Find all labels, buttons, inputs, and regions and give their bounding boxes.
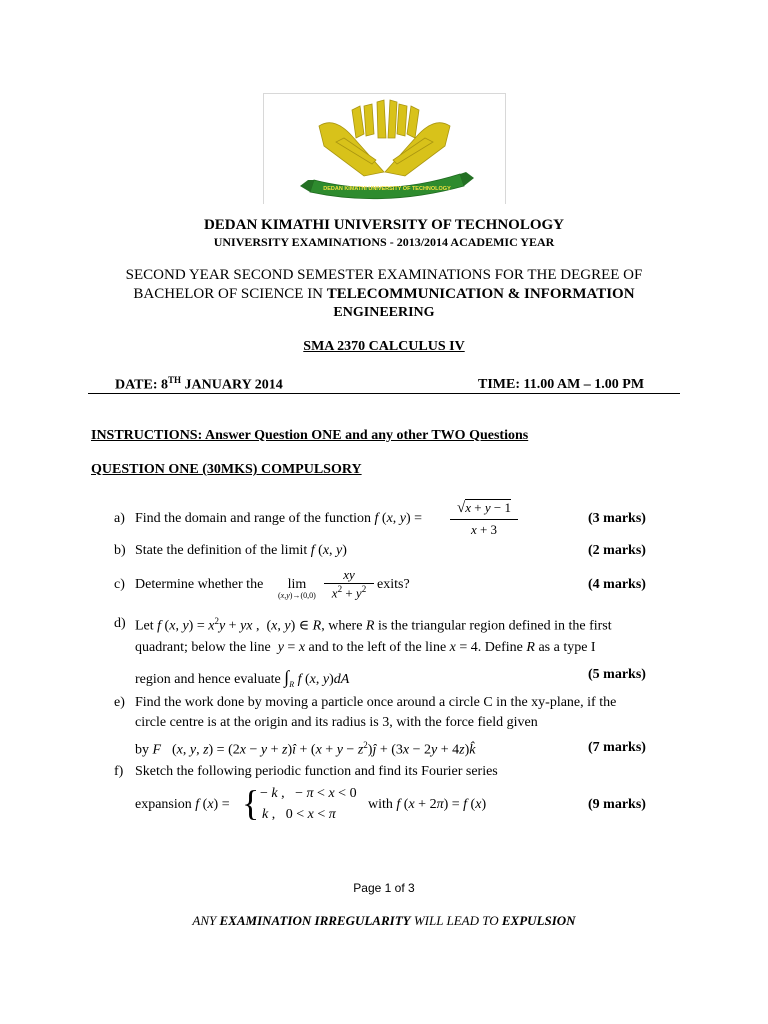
q-d-define: . Define <box>477 640 523 655</box>
q-e-line3: by F⃗(x, y, z) = (2x − y + z)î + $(x + y - z^2)ĵ + (3x - 2y$ + 4z)k̂ <box>135 740 476 758</box>
q-b-label: b) <box>114 543 126 558</box>
q-c-label: c) <box>114 577 125 592</box>
header-divider <box>88 393 680 394</box>
q-f-with: with <box>368 797 393 812</box>
degree-line-2-bold: TELECOMMUNICATION & INFORMATION <box>326 286 635 302</box>
q-d-evaluate: region and hence evaluate <box>135 672 281 687</box>
exam-year: UNIVERSITY EXAMINATIONS - 2013/2014 ACADEMIC YEAR <box>213 235 555 249</box>
degree-line-2-plain: BACHELOR OF SCIENCE IN <box>133 286 327 302</box>
warning-expulsion: EXPULSION <box>501 913 576 928</box>
q-c-marks: (4 marks) <box>588 577 646 592</box>
q-a-fraction: √x + y − 1 x + 3 <box>450 500 518 538</box>
degree-line-3: ENGINEERING <box>333 305 435 320</box>
q-d-line3: region and hence evaluate $\int_R$ f (x, y)dA <box>135 667 350 689</box>
q-a-sentence: Find the domain and range of the function <box>135 511 371 526</box>
q-f-case2: k , 0 < x < π <box>262 807 336 822</box>
q-c-fraction: xy $x^2 + y^2$ <box>324 567 374 601</box>
q-d-where: , where <box>321 618 363 634</box>
q-b-marks: (2 marks) <box>588 543 646 558</box>
q-d-label: d) <box>114 616 126 631</box>
q-f-expansion: expansion f (x) = <box>135 797 230 812</box>
q-f-case1: − k , − π < x < 0 <box>260 786 357 801</box>
q-d-line1: Let f (x, $y) = x^2y$ + yx , (x, y) ∈ R, where R is the triangular region defined in the first <box>135 616 612 634</box>
q-a-text: Find the domain and range of the function f (x, y) = <box>135 511 423 526</box>
q-f-marks: (9 marks) <box>588 797 646 812</box>
date-prefix: DATE: 8 <box>115 377 169 393</box>
q-a-marks: (3 marks) <box>588 511 646 526</box>
degree-line-2 <box>0 286 768 303</box>
q-d-let: Let <box>135 618 154 634</box>
degree-line-1: SECOND YEAR SECOND SEMESTER EXAMINATIONS FOR THE DEGREE OF <box>125 267 643 283</box>
q-f-label: f) <box>114 764 124 779</box>
logo-banner-text: DEDAN KIMATHI UNIVERSITY OF TECHNOLOGY <box>323 186 451 192</box>
q-c-text: Determine whether the <box>135 577 264 592</box>
page-number: Page 1 of 3 <box>353 881 415 895</box>
q-d-left: and to the left of the line <box>308 640 447 655</box>
q-d-line2: quadrant; below the line y = x and to the left of the line x = 4. Define R as a type I <box>135 640 596 655</box>
q-d-region: is the triangular region defined in the first <box>377 618 612 634</box>
warning-any: ANY <box>192 913 220 928</box>
q-d-below: quadrant; below the line <box>135 640 271 655</box>
q-c-lim: lim (x,y)→(0,0) <box>278 577 316 600</box>
course-title: SMA 2370 CALCULUS IV <box>303 339 465 354</box>
q-f-line1: Sketch the following periodic function and find its Fourier series <box>135 764 498 779</box>
q-c-exits: exits? <box>377 577 410 592</box>
q-b-text: State the definition of the limit f (x, y) <box>135 543 347 558</box>
warning-lead: WILL LEAD TO <box>410 913 502 928</box>
q-e-line1: Find the work done by moving a particle once around a circle C in the xy-plane, if the <box>135 695 617 710</box>
exam-time: TIME: 11.00 AM – 1.00 PM <box>478 377 645 392</box>
question-one-heading: QUESTION ONE (30MKS) COMPULSORY <box>91 462 362 477</box>
warning-irregularity: EXAMINATION IRREGULARITY <box>219 913 411 928</box>
q-f-expansion-word: expansion <box>135 797 192 812</box>
q-f-periodic: with f (x + 2π) = f (x) <box>368 797 487 812</box>
q-b-sentence: State the definition of the limit <box>135 543 308 558</box>
instructions: INSTRUCTIONS: Answer Question ONE and any other TWO Questions <box>91 428 529 443</box>
q-d-type: as a type I <box>538 640 596 655</box>
date-sup: TH <box>168 375 182 385</box>
exam-date <box>115 375 283 394</box>
date-suffix: JANUARY 2014 <box>181 377 283 393</box>
q-f-brace: { <box>242 783 260 823</box>
course-code <box>0 339 768 355</box>
q-d-marks: (5 marks) <box>588 667 646 682</box>
university-logo <box>263 93 506 204</box>
university-name: DEDAN KIMATHI UNIVERSITY OF TECHNOLOGY <box>203 217 565 233</box>
q-e-label: e) <box>114 695 125 710</box>
q-e-line2: circle centre is at the origin and its radius is 3, with the force field given <box>135 715 538 730</box>
q-e-marks: (7 marks) <box>588 740 646 755</box>
q-e-by: by <box>135 742 149 758</box>
logo-emblem-icon <box>264 94 505 204</box>
warning-notice <box>0 913 768 929</box>
q-a-label: a) <box>114 511 125 526</box>
